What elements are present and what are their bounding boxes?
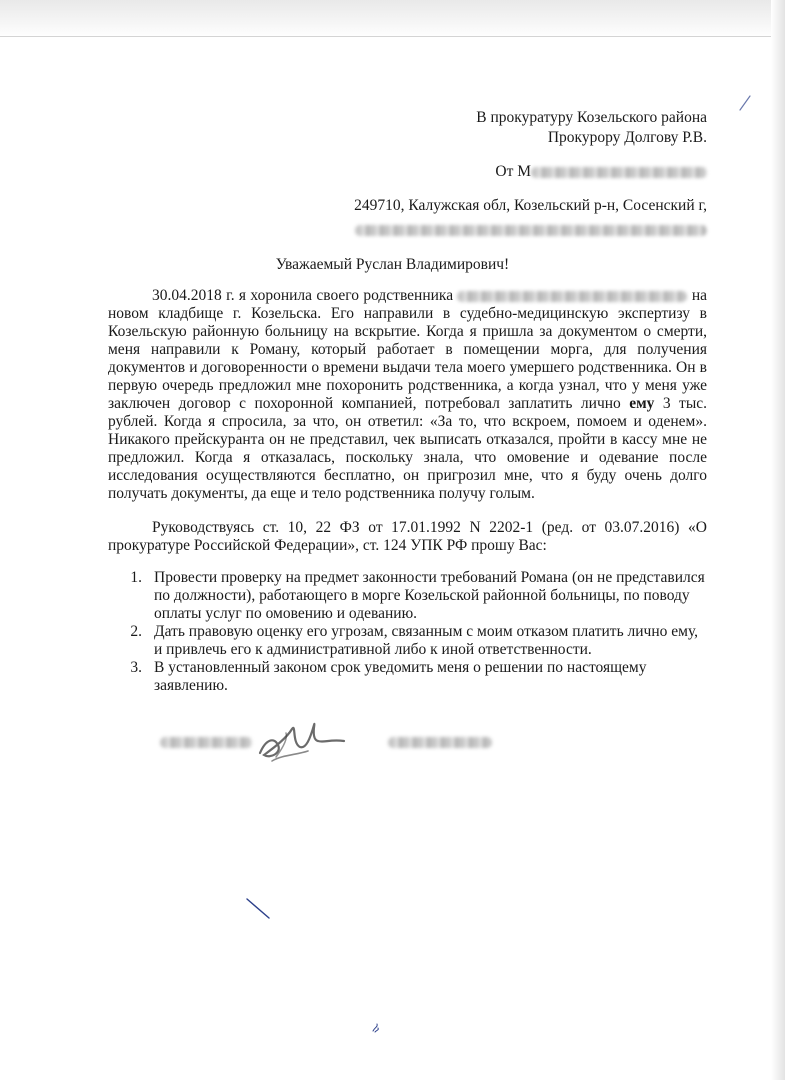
list-text: Провести проверку на предмет законности требований Романа (он не представился по должности), работающего в морге Козельской районной больницы, по поводу оплаты услуг по омовению и одеванию.: [154, 569, 705, 622]
paragraph-legal-basis: Руководствуясь ст. 10, 22 ФЗ от 17.01.1992 N 2202-1 (ред. от 03.07.2016) «О прокуратуре Российской Федерации», ст. 124 УПК РФ прошу Вас:: [108, 519, 707, 554]
paragraph-1-part-1: 30.04.2018 г. я хоронила своего родственника: [152, 287, 458, 304]
signature-image: [252, 709, 362, 769]
stray-pen-mark: [736, 92, 756, 116]
sender-prefix: От М: [495, 163, 531, 180]
letter-body: [108, 287, 707, 555]
sender-address: 249710, Калужская обл, Козельский р-н, Сосенский г,: [354, 197, 707, 214]
addressee-line-2: Прокурору Долгову Р.В.: [547, 129, 707, 146]
emphasis-him: ему: [629, 395, 655, 412]
redacted-sender-name: [531, 167, 707, 178]
scan-edge-line: [0, 36, 785, 37]
list-item: [108, 623, 708, 659]
list-item: [108, 659, 708, 695]
redacted-address: [355, 225, 707, 236]
stray-pen-mark: [244, 896, 274, 926]
greeting: Уважаемый Руслан Владимирович!: [275, 256, 510, 273]
requests-list: [108, 569, 708, 695]
scan-shadow-right: [771, 0, 785, 1080]
list-text: Дать правовую оценку его угрозам, связанным с моим отказом платить лично ему, и привлечь его к административной либо к иной ответственности.: [154, 623, 699, 658]
signature-stroke: [260, 724, 344, 756]
redacted-date: [160, 737, 252, 748]
paragraph-1-part-2: на новом кладбище г. Козельска. Его направили в судебно-медицинскую экспертизу в Козельскую районную больницу на вскрытие. Когда я пришла за документом о смерти, меня направили к Роману, который работает в помещении морга, для получения документов и договоренности о времени выдачи тела моего умершего родственника. Он в первую очередь предложил мне похоронить родственника, а когда узнал, что у меня уже заключен договор с похоронной компанией, потребовал заплатить лично: [108, 287, 707, 412]
list-item: [108, 569, 708, 623]
addressee-line-1: В прокуратуру Козельского района: [476, 109, 707, 126]
signature-row: [160, 715, 500, 775]
sender-line: [287, 162, 707, 182]
list-number: 2.: [130, 623, 142, 640]
list-number: 1.: [130, 569, 142, 586]
paragraph-1-part-3: 3 тыс. рублей. Когда я спросила, за что, он ответил: «За то, что вскроем, помоем и оденем». Никакого прейскуранта он не представил, чек выписать отказался, пройти в кассу мне не предложил. Когда я отказалась, поскольку знала, что омовение и одевание после исследования осуществляются бесплатно, он пригрозил мне, что я буду очень долго получать документы, да еще и тело родственника получу голым.: [108, 395, 707, 502]
sender-address-line-2: [287, 220, 707, 240]
scan-shadow-top: [0, 0, 785, 38]
redacted-signature-name: [388, 737, 492, 748]
list-number: 3.: [130, 659, 142, 676]
list-text: В установленный законом срок уведомить меня о решении по настоящему заявлению.: [154, 659, 647, 694]
paragraph-complaint: [108, 287, 707, 503]
redacted-relative-name: [457, 291, 687, 302]
stray-pen-mark: [370, 1022, 382, 1034]
addressee-block: [287, 108, 707, 240]
